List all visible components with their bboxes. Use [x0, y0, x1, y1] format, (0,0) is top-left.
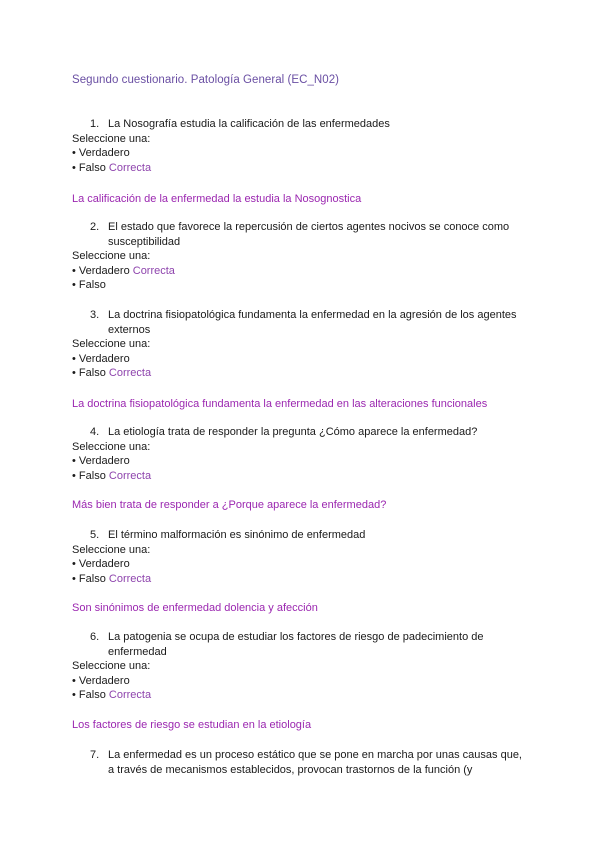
select-label: Seleccione una: [72, 250, 151, 262]
feedback-6: Los factores de riesgo se estudian en la etiología [72, 719, 312, 731]
question-text: 3. La doctrina fisiopatológica fundamenta la enfermedad en la agresión de los agentes externos [90, 309, 517, 336]
select-label: Seleccione una: [72, 132, 151, 145]
select-label: Seleccione una: [72, 543, 151, 556]
correct-marker: Correcta [132, 264, 175, 277]
question-text: 5. El término malformación es sinónimo de enfermedad [90, 529, 366, 541]
question-6 [72, 630, 532, 703]
feedback-5: Son sinónimos de enfermedad dolencia y afección [72, 602, 318, 614]
option-verdadero: • Verdadero [72, 674, 130, 687]
option-verdadero: • Verdadero [72, 352, 130, 365]
question-number: 2. [90, 221, 100, 233]
correct-marker: Correcta [108, 367, 152, 379]
option-verdadero: • Verdadero [72, 558, 130, 570]
correct-marker: Correcta [108, 469, 152, 482]
select-label: Seleccione una: [72, 660, 151, 672]
question-3 [72, 308, 532, 381]
question-number: 4. [90, 426, 100, 438]
option-falso: • Falso Correcta [72, 367, 152, 379]
option-falso: • Falso Correcta [72, 572, 152, 585]
option-verdadero: • Verdadero Correcta [72, 264, 175, 277]
correct-marker: Correcta [108, 161, 152, 174]
question-number: 1. [90, 118, 100, 130]
option-verdadero: • Verdadero [72, 455, 130, 467]
question-1 [72, 117, 532, 175]
question-2 [72, 220, 532, 293]
question-text: 1. La Nosografía estudia la calificación de las enfermedades [90, 118, 390, 130]
option-falso: • Falso [72, 279, 106, 291]
question-number: 7. [90, 749, 100, 761]
question-text: 4. La etiología trata de responder la pregunta ¿Cómo aparece la enfermedad? [90, 426, 478, 438]
question-text: 2. El estado que favorece la repercusión de ciertos agentes nocivos se conoce como susceptibilidad [90, 221, 510, 248]
correct-marker: Correcta [108, 689, 152, 701]
option-falso: • Falso Correcta [72, 689, 152, 701]
question-4 [72, 425, 532, 483]
feedback-3: La doctrina fisiopatológica fundamenta la enfermedad en las alteraciones funcionales [72, 398, 488, 410]
question-text: 6. La patogenia se ocupa de estudiar los factores de riesgo de padecimiento de enfermedad [90, 631, 484, 658]
question-text: 7. La enfermedad es un proceso estático que se pone en marcha por unas causas que, a través de mecanismos establecidos, provocan trastornos de la función (y [90, 749, 522, 776]
option-verdadero: • Verdadero [72, 147, 130, 159]
correct-marker: Correcta [108, 572, 152, 585]
question-number: 5. [90, 529, 100, 541]
question-7 [72, 748, 532, 777]
feedback-1: La calificación de la enfermedad la estudia la Nosognostica [72, 193, 362, 205]
question-5 [72, 528, 532, 586]
question-number: 6. [90, 631, 100, 643]
option-falso: • Falso Correcta [72, 469, 152, 482]
option-falso: • Falso Correcta [72, 161, 152, 174]
select-label: Seleccione una: [72, 338, 151, 350]
document-title: Segundo cuestionario. Patología General (EC_N02) [72, 74, 340, 86]
select-label: Seleccione una: [72, 440, 151, 453]
question-number: 3. [90, 309, 100, 321]
feedback-4: Más bien trata de responder a ¿Porque aparece la enfermedad? [72, 499, 387, 511]
